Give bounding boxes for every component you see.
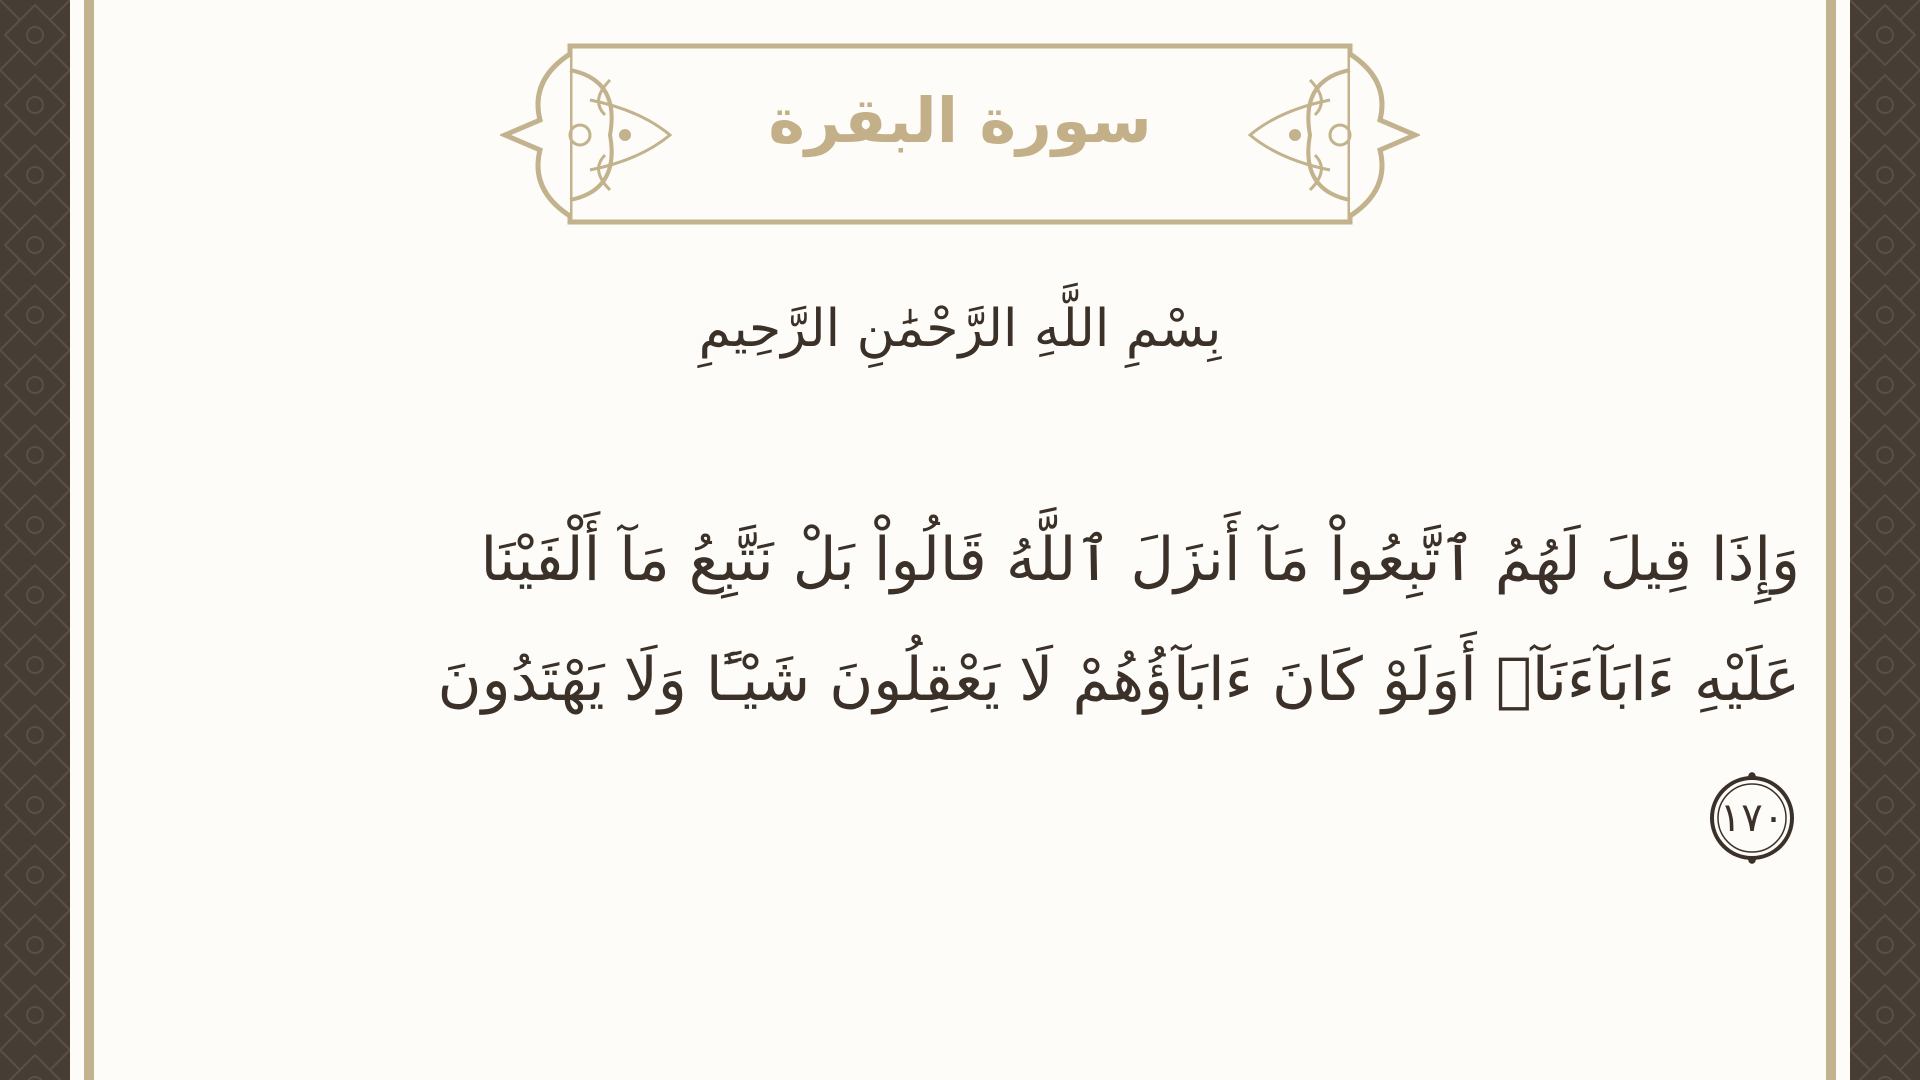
right-ornamental-border <box>1850 0 1920 1080</box>
right-gold-rule <box>1826 0 1836 1080</box>
basmala: بِسْمِ اللَّهِ الرَّحْمَٰنِ الرَّحِيمِ <box>698 299 1222 359</box>
ayah-number-marker <box>1704 770 1800 866</box>
ayah-number: ١٧٠ <box>1719 795 1785 841</box>
verse-text <box>280 500 1800 740</box>
verse-line: عَلَيْهِ ءَابَآءَنَآۗ أَوَلَوْ كَانَ ءَابَآؤُهُمْ لَا يَعْقِلُونَ شَيْـًٔا وَلَا يَهْتَدُونَ <box>437 645 1800 715</box>
surah-header-frame <box>500 40 1420 230</box>
left-ornamental-border <box>0 0 70 1080</box>
surah-title: سورة البقرة <box>768 84 1152 157</box>
left-gold-rule <box>84 0 94 1080</box>
verse-line: وَإِذَا قِيلَ لَهُمُ ٱتَّبِعُواْ مَآ أَنزَلَ ٱللَّهُ قَالُواْ بَلْ نَتَّبِعُ مَآ أَلْفَيْنَا <box>480 525 1800 595</box>
